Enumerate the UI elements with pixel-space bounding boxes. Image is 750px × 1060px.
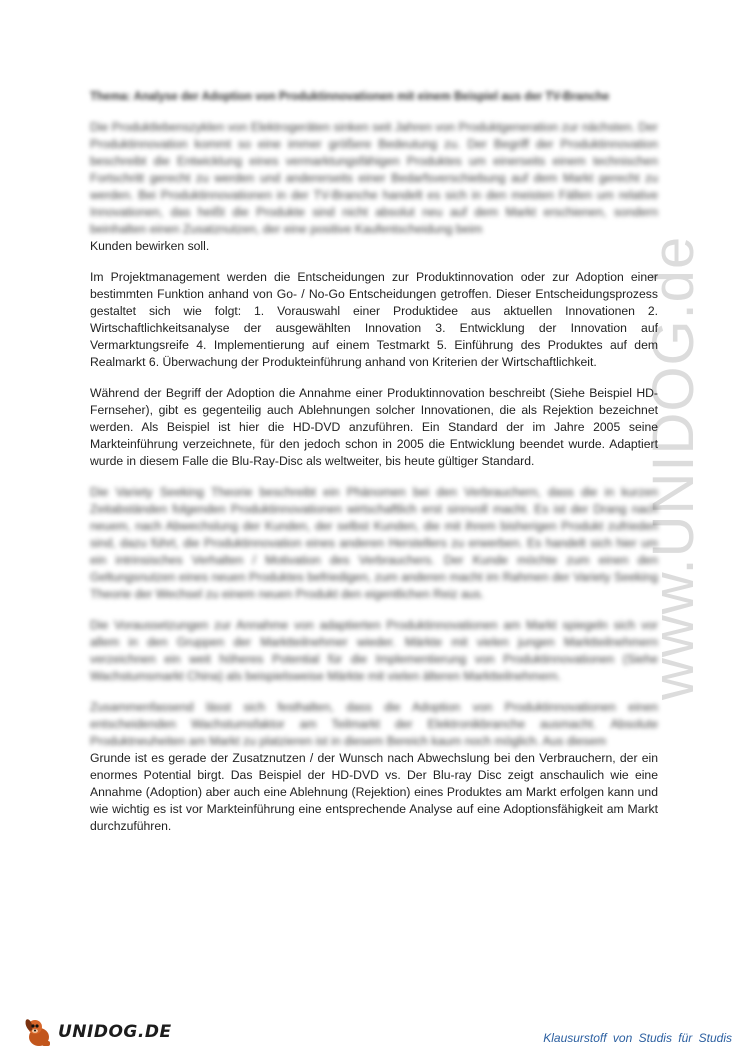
logo-text: UNIDOG.DE (58, 1022, 172, 1042)
footer-tagline: Klausurstoff von Studis für Studis (543, 1031, 732, 1045)
watermark: www.UNIDOG.de (641, 235, 706, 700)
paragraph-5: Die Voraussetzungen zur Annahme von adaptierten Produktinnovationen am Markt spiegeln sich vor allem in den Gruppen der Marktteilnehmer wieder. Märkte mit vielen jungen Marktteilnehmern verzeichnen ein weit höheres Potential für die Implementierung von Produktinnovationen (Siehe Wachstumsmarkt China) als beispielsweise Märkte mit vielen älteren Marktteilnehmern. (90, 618, 658, 683)
dog-mascot-icon (22, 1015, 56, 1049)
paragraph-4: Die Variety Seeking Theorie beschreibt ein Phänomen bei den Verbrauchern, dass die in kurzen Zeitabständen folgenden Produktinnovationen wirtschaftlich erst sinnvoll macht. Es ist der Drang nach neuem, nach Abwechslung der Kunden, der selbst Kunden, die mit ihrem bisherigen Produkt zufrieden sind, dazu führt, die Produktinnovation eines anderen Herstellers zu erwerben. Es handelt sich hier um ein intrinsisches Verhalten / Motivation des Verbrauchers. Der Kunde möchte zum einen den Geltungsnutzen eines neuen Produktes befriedigen, zum anderen macht im Rahmen der Variety Seeking Theorie der Wechsel zu einem neuen Produkt den eigentlichen Reiz aus. (90, 485, 658, 601)
paragraph-6-blurred-text: Zusammenfassend lässt sich festhalten, dass die Adoption von Produktinnovationen einen entscheidenden Wachstumsfaktor am Teilmarkt der Elektronikbranche ausmacht. Absolute Produktneuheiten am Markt zu platzieren ist in diesem Bereich kaum noch möglich. Aus diesem (90, 700, 658, 748)
paragraph-1-visible-text: Kunden bewirken soll. (90, 239, 210, 253)
paragraph-1-blurred-text: Die Produktlebenszyklen von Elektrogeräten sinken seit Jahren von Produktgeneration zur nächsten. Der Produktinnovation kommt so eine immer größere Bedeutung zu. Der Begriff der Produktinnovation beschreibt die Entwicklung eines vermarktungsfähigen Produktes um einerseits einem technischen Fortschritt gerecht zu werden und andererseits einer Bedarfsverschiebung auf dem Markt gerecht zu werden. Bei Produktinnovationen in der TV-Branche handelt es sich in den meisten Fällen um relative Innovationen, das heißt die Produkte sind nicht absolut neu auf dem Markt erschienen, sondern beinhalten einen Zusatznutzen, der eine positive Kaufentscheidung beim (90, 120, 658, 236)
paragraph-6 (90, 699, 658, 835)
paragraph-1 (90, 119, 658, 255)
paragraph-3: Während der Begriff der Adoption die Annahme einer Produktinnovation beschreibt (Siehe Beispiel HD-Fernseher), gibt es gegenteilig auch Ablehnungen solcher Innovationen, die als Rejektion bezeichnet werden. Als Beispiel ist hier die HD-DVD anzuführen. Ein Standard der im Jahre 2005 seine Markteinführung verzeichnete, für den jedoch schon in 2005 die Entwicklung beendet wurde. Adaptiert wurde in diesem Falle die Blu-Ray-Disc als weltweiter, bis heute gültiger Standard. (90, 386, 658, 468)
paragraph-2: Im Projektmanagement werden die Entscheidungen zur Produktinnovation oder zur Adoption einer bestimmten Funktion anhand von Go- / No-Go Entscheidungen getroffen. Dieser Entscheidungsprozess gestaltet sich wie folgt: 1. Vorauswahl einer Produktidee aus aktuellen Innovationen 2. Wirtschaftlichkeitsanalyse der ausgewählten Innovation 3. Entwicklung der Innovation auf Vermarktungsreife 4. Implementierung auf einem Testmarkt 5. Einführung des Produktes auf dem Realmarkt 6. Überwachung der Produkteinführung anhand von Kriterien der Wirtschaftlichkeit. (90, 270, 658, 369)
unidog-logo[interactable] (22, 1015, 172, 1049)
paragraph-6-visible-text: Grunde ist es gerade der Zusatznutzen / der Wunsch nach Abwechslung bei den Verbrauchern, der ein enormes Potential birgt. Das Beispiel der HD-DVD vs. Der Blu-ray Disc zeigt anschaulich wie eine Annahme (Adoption) aber auch eine Ablehnung (Rejektion) eines Produktes am Markt erfolgen kann und wie wichtig es ist vor Markteinführung eine entsprechende Analyse auf eine Adoptionsfähigkeit am Markt durchzuführen. (90, 751, 658, 833)
document-title: Thema: Analyse der Adoption von Produktinnovationen mit einem Beispiel aus der TV-Branche (90, 91, 610, 103)
document-body (90, 90, 658, 849)
